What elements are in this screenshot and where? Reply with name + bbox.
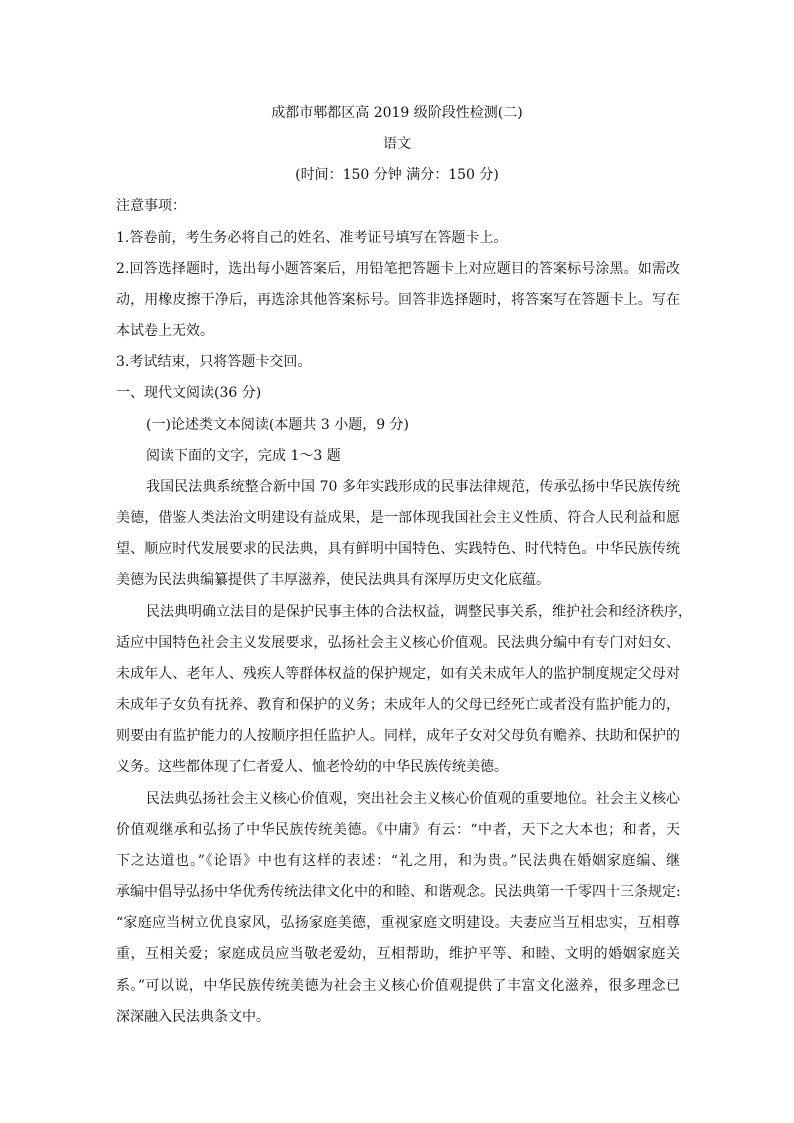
paragraph-2-line-3: 未成年人、老年人、残疾人等群体权益的保护规定，如有关未成年人的监护制度规定父母对 [116, 666, 680, 682]
paragraph-3-line-6: 重，互相关爱；家庭成员应当敬老爱幼，互相帮助，维护平等、和睦、文明的婚姻家庭关 [116, 946, 680, 962]
paragraph-2-line-1: 民法典明确立法目的是保护民事主体的合法权益，调整民事关系，维护社会和经济秩序， [146, 604, 692, 620]
time-info: (时间：150 分钟 满分：150 分) [295, 167, 499, 183]
notice-heading: 注意事项： [116, 198, 186, 214]
paragraph-3-line-7: 系。”可以说，中华民族传统美德为社会主义核心价值观提供了丰富文化滋养，很多理念已 [116, 978, 680, 994]
paragraph-3-line-3: 下之达道也。”《论语》中也有这样的表述：“礼之用，和为贵。”民法典在婚姻家庭编、继 [116, 853, 680, 869]
section-heading: 一、现代文阅读(36 分) [116, 385, 262, 401]
paragraph-2-line-5: 则要由有监护能力的人按顺序担任监护人。同样，成年子女对父母负有赡养、扶助和保护的 [116, 728, 680, 744]
notice-item-2-line-3: 本试卷上无效。 [116, 323, 214, 339]
subject-title: 语文 [383, 136, 411, 152]
notice-item-3: 3.考试结束，只将答题卡交回。 [116, 354, 312, 370]
notice-item-2-line-1: 2.回答选择题时，选出每小题答案后，用铅笔把答题卡上对应题目的答案标号涂黑。如需改 [116, 261, 680, 277]
notice-item-2-line-2: 动，用橡皮擦干净后，再选涂其他答案标号。回答非选择题时，将答案写在答题卡上。写在 [116, 292, 680, 308]
paragraph-1-line-3: 望、顺应时代发展要求的民法典，具有鲜明中国特色、实践特色、时代特色。中华民族传统 [116, 541, 680, 557]
paragraph-1-line-4: 美德为民法典编纂提供了丰厚滋养，使民法典具有深厚历史文化底蕴。 [116, 572, 550, 588]
paragraph-3-line-1: 民法典弘扬社会主义核心价值观，突出社会主义核心价值观的重要地位。社会主义核心 [146, 791, 680, 807]
paragraph-3-line-4: 承编中倡导弘扬中华优秀传统法律文化中的和睦、和谐观念。民法典第一千零四十三条规定: [116, 884, 681, 900]
paragraph-3-line-2: 价值观继承和弘扬了中华民族传统美德。《中庸》有云：“中者，天下之大本也；和者，天 [116, 822, 680, 838]
paragraph-1-line-1: 我国民法典系统整合新中国 70 多年实践形成的民事法律规范，传承弘扬中华民族传统 [146, 479, 680, 495]
paragraph-2-line-6: 义务。这些都体现了仁者爱人、恤老怜幼的中华民族传统美德。 [116, 759, 508, 775]
exam-title: 成都市郫都区高 2019 级阶段性检测(二) [271, 105, 523, 121]
sub-section-heading: (一)论述类文本阅读(本题共 3 小题，9 分) [146, 417, 410, 433]
paragraph-2-line-2: 适应中国特色社会主义发展要求，弘扬社会主义核心价值观。民法典分编中有专门对妇女、 [116, 635, 680, 651]
paragraph-1-line-2: 美德，借鉴人类法治文明建设有益成果，是一部体现我国社会主义性质、符合人民利益和愿 [116, 510, 680, 526]
notice-item-1: 1.答卷前，考生务必将自己的姓名、准考证号填写在答题卡上。 [116, 230, 508, 246]
paragraph-2-line-4: 未成年子女负有抚养、教育和保护的义务；未成年人的父母已经死亡或者没有监护能力的， [116, 697, 680, 713]
paragraph-3-line-8: 深深融入民法典条文中。 [116, 1009, 270, 1025]
reading-instruction: 阅读下面的文字，完成 1～3 题 [146, 448, 341, 464]
paragraph-3-line-5: “家庭应当树立优良家风，弘扬家庭美德，重视家庭文明建设。夫妻应当互相忠实，互相尊 [116, 915, 680, 931]
